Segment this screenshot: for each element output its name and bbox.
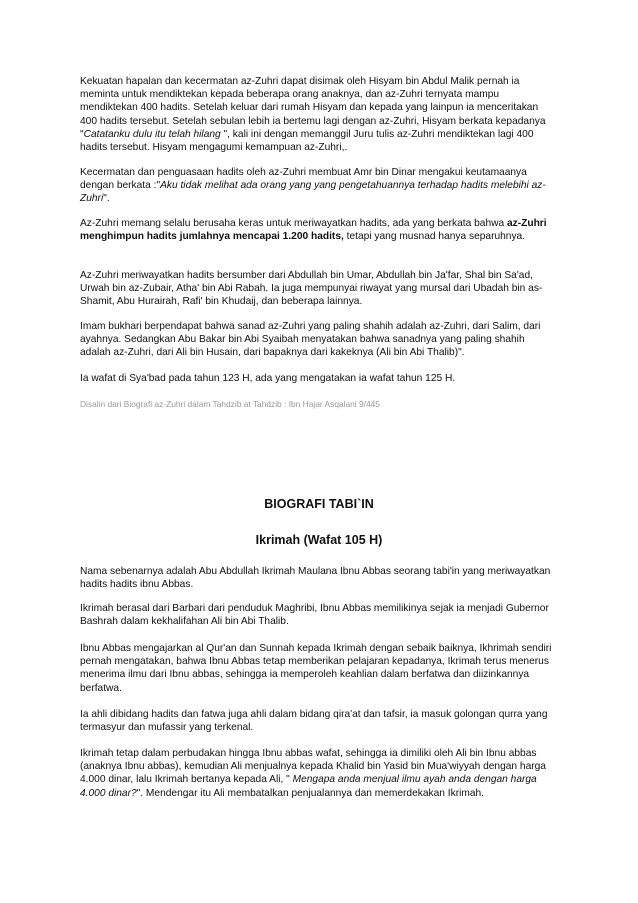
italic-quote: Catatanku dulu itu telah hilang xyxy=(83,128,221,140)
text-segment: ", kali ini dengan memanggil Juru tulis az-Zuhri mendiktekan lagi 400 hadits tersebut. Hisyam mengagumi kemampuan az-Zuhri,. xyxy=(80,128,534,154)
paragraph-pendidikan: Ibnu Abbas mengajarkan al Qur'an dan Sunnah kepada Ikrimah dengan sebaik baiknya, Ikhrimah sendiri pernah mengatakan, bahwa Ibnu Abbas tetap memberikan pelajaran kepadanya, Ikrimah terus menerus menerima ilmu dari Ibnu abbas, sehingga ia memperoleh keahlian dalam berfatwa dan diizinkannya berfatwa. xyxy=(80,643,552,694)
paragraph-sanad-shahih: Imam bukhari berpendapat bahwa sanad az-Zuhri yang paling shahih adalah az-Zuhri, dari Salim, dari ayahnya. Sedangkan Abu Bakar bin Abi Syaibah menyatakan bahwa sanadnya yang paling shahih adalah az-Zuhri, dari Ali bin Husain, dari bapaknya dari kakeknya (Ali bin Abi Thalib)". xyxy=(80,321,541,359)
section-heading: BIOGRAFI TABI`IN xyxy=(264,497,374,511)
text-segment: Ikrimah tetap dalam perbudakan hingga Ibnu abbas wafat, sehingga ia dimiliki oleh Ali bin Ibnu abbas (anaknya Ibnu abbas), kemudian Ali menjualnya kepada Khalid bin Yasid bin Mua'wiyyah dengan harga 4.000 dinar, lalu Ikrimah bertanya kepada Ali, " xyxy=(80,748,546,786)
paragraph-hafalan xyxy=(80,75,556,154)
text-segment: Az-Zuhri memang selalu berusaha keras untuk meriwayatkan hadits, ada yang berkata bahwa xyxy=(80,218,507,229)
bold-highlight: az-Zuhri menghimpun hadits jumlahnya mencapai 1.200 hadits, xyxy=(80,218,547,243)
paragraph-asal: Ikrimah berasal dari Barbari dari penduduk Maghribi, Ibnu Abbas memilikinya sejak ia menjadi Gubernor Bashrah dalam kekhalifahan Ali bin Abi Thalib. xyxy=(80,603,549,628)
text-segment: Kecermatan dan penguasaan hadits oleh az-Zuhri membuat Amr bin Dinar mengakui keutamaanya dengan berkata :" xyxy=(80,167,527,192)
text-segment: tetapi yang musnad hanya separuhnya. xyxy=(343,231,526,243)
text-segment: Kekuatan hapalan dan kecermatan az-Zuhri dapat disimak oleh Hisyam bin Abdul Malik pernah ia meminta untuk mendiktekan kepada beberapa orang anaknya, dan az-Zuhri ternyata mampu mendiktekan 400 hadits. Setelah keluar dari rumah Hisyam dan kepada yang lainpun ia menceritakan 400 hadits tersebut. Setelah sebulan lebih ia bertemu lagi dengan az-Zuhri, Hisyam berkata kepadanya " xyxy=(80,76,546,140)
paragraph-nama: Nama sebenarnya adalah Abu Abdullah Ikrimah Maulana Ibnu Abbas seorang tabi'in yang meriwayatkan hadits hadits ibnu Abbas. xyxy=(80,566,551,591)
italic-quote: Aku tidak melihat ada orang yang yang pengetahuannya terhadap hadits melebihi az-Zuhri xyxy=(80,180,546,205)
paragraph-wafat: Ia wafat di Sya'bad pada tahun 123 H, ada yang mengatakan ia wafat tahun 125 H. xyxy=(80,373,456,384)
paragraph-perbudakan xyxy=(80,747,556,800)
text-segment: ". Mendengar itu Ali membatalkan penjualannya dan memerdekakan Ikrimah. xyxy=(136,787,485,799)
paragraph-jumlah-hadits xyxy=(80,217,556,243)
section-subheading: Ikrimah (Wafat 105 H) xyxy=(255,533,383,547)
paragraph-keahlian: Ia ahli dibidang hadits dan fatwa juga ahli dalam bidang qira'at dan tafsir, ia masuk golongan qurra yang termasyur dan mufassir yang terkenal. xyxy=(80,709,548,734)
italic-quote: Mengapa anda menjual ilmu ayah anda dengan harga 4.000 dinar? xyxy=(80,774,537,799)
paragraph-sumber-riwayat: Az-Zuhri meriwayatkan hadits bersumber dari Abdullah bin Umar, Abdullah bin Ja'far, Shal bin Sa'ad, Urwah bin az-Zubair, Atha' bin Abi Rabah. Ia juga mempunyai riwayat yang mursal dari Ubadah bin as-Shamit, Abu Hurairah, Rafi' bin Khudaij, dan beberapa lainnya. xyxy=(80,270,543,308)
source-citation: Disalin dari Biografi az-Zuhri dalam Tahdzib at Tahdzib : Ibn Hajar Asqalani 9/445 xyxy=(80,399,380,409)
text-segment: ". xyxy=(103,193,110,205)
paragraph-amr-bin-dinar xyxy=(80,166,556,206)
